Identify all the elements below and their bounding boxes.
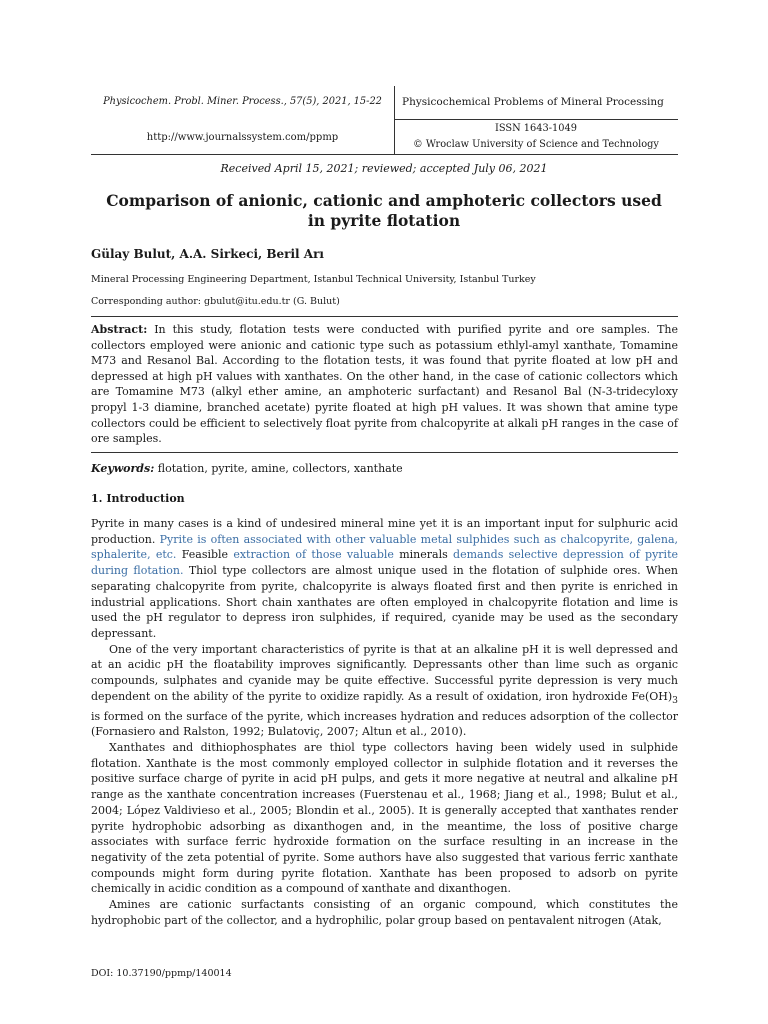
abstract-divider <box>91 452 678 453</box>
text-run: Pyrite in many cases is a kind of undesired mineral mine yet it is an important input for sulphuric acid production. <box>91 517 678 546</box>
paragraph: Xanthates and dithiophosphates are thiol type collectors having been widely used in sulphide flotation. Xanthate is the most commonly employed collector in sulphide flotation and it reverses the positive surface charge of pyrite in acid pH pulps, and gets it more negative at neutral and alkaline pH range as the xanthate concentration increases (Fuerstenau et al., 1968; Jiang et al., 1998; Bulut et al., 2004; López Valdivieso et al., 2005; Blondin et al., 2005). It is generally accepted that xanthates render pyrite hydrophobic adsorbing as dixanthogen and, in the meantime, the loss of positive charge associates with surface ferric hydroxide formation on the surface resulting in an increase in the negativity of the zeta potential of pyrite. Some authors have also suggested that various ferric xanthate compounds might form during pyrite flotation. Xanthate has been proposed to adsorb on pyrite chemically in acidic condition as a compound of xanthate and dixanthogen. <box>91 741 678 896</box>
text-run: One of the very important characteristics of pyrite is that at an alkaline pH it is well depressed and at an acidic pH the floatability improves significantly. Depressants other than lime such as organic compounds, sulphates and cyanide may be quite effective. Successful pyrite depression is very much dependent on the ability of the pyrite to oxidize rapidly. As a result of oxidation, iron hydroxide Fe(OH) <box>91 642 678 703</box>
text-run: extraction of those valuable <box>228 548 400 562</box>
abstract-text: In this study, flotation tests were conducted with purified pyrite and ore samples. The collectors employed were anionic and cationic type such as potassium ethlyl-amyl xanthate, Tomamine M73 and Resanol Bal. According to the flotation tests, it was found that pyrite floated at low pH and depressed at high pH values with xanthates. On the other hand, in the case of cationic collectors which are Tomamine M73 (alkyl ether amine, an amphoteric surfactant) and Resanol Bal (N-3-tridecyloxy propyl 1-3 diamine, branched acetate) pyrite floated at high pH values. It was shown that amine type collectors could be efficient to selectively float pyrite from chalcopyrite at alkali pH ranges in the case of ore samples. <box>91 323 678 446</box>
section-heading: 1. Introduction <box>91 492 185 505</box>
text-run: Thiol type collectors are almost unique used in the flotation of sulphide ores. When separating chalcopyrite from pyrite, chalcopyrite is always floated first and then pyrite is enriched in industrial applications. Short chain xanthates are often employed in chalcopyrite flotation and lime is used the pH regulator to depress iron sulphides, if required, cyanide may be used as the secondary depressant. <box>91 564 679 640</box>
text-run: minerals <box>399 548 448 562</box>
header-divider <box>394 119 678 120</box>
journal-name: Physicochemical Problems of Mineral Processing <box>402 96 664 108</box>
paper-title: Comparison of anionic, cationic and amphoteric collectors used in pyrite flotation <box>106 191 662 230</box>
corresponding-author: Corresponding author: gbulut@itu.edu.tr (G. Bulut) <box>91 296 340 307</box>
affiliation: Mineral Processing Engineering Department, Istanbul Technical University, Istanbul Turkey <box>91 274 536 285</box>
journal-url[interactable]: http://www.journalssystem.com/ppmp <box>146 132 339 143</box>
doi[interactable]: DOI: 10.37190/ppmp/140014 <box>91 968 232 979</box>
text-run: Pyrite is often associated with other valuable metal sulphides such as chalcopyrite, galena, sphalerite, etc. <box>91 532 678 562</box>
keywords-label: Keywords: <box>91 462 155 475</box>
received-dates: Received April 15, 2021; reviewed; accepted July 06, 2021 <box>220 162 548 175</box>
paragraph <box>91 642 678 740</box>
keywords-text: flotation, pyrite, amine, collectors, xanthate <box>154 462 403 475</box>
subscript: 3 <box>672 694 678 706</box>
abstract-label: Abstract: <box>91 323 148 336</box>
keywords <box>91 462 403 475</box>
copyright: © Wroclaw University of Science and Technology <box>413 139 659 150</box>
paragraph: Amines are cationic surfactants consisting of an organic compound, which constitutes the hydrophobic part of the collector, and a hydrophilic, polar group based on pentavalent nitrogen (Atak, <box>91 898 678 927</box>
abstract-divider <box>91 316 678 317</box>
body-text <box>91 516 678 928</box>
text-run: is formed on the surface of the pyrite, which increases hydration and reduces adsorption of the collector (Fornasiero and Ralston, 1992; Bulatoviç, 2007; Altun et al., 2010). <box>91 709 678 739</box>
authors: Gülay Bulut, A.A. Sirkeci, Beril Arı <box>91 247 324 261</box>
journal-header <box>91 86 678 155</box>
header-divider <box>91 154 678 155</box>
paragraph <box>91 516 678 642</box>
abstract <box>91 322 678 447</box>
text-run: demands selective depression of pyrite during flotation. <box>91 548 679 578</box>
issn: ISSN 1643-1049 <box>495 123 577 134</box>
text-run: Feasible <box>181 548 229 562</box>
journal-citation: Physicochem. Probl. Miner. Process., 57(5), 2021, 15-22 <box>103 96 382 107</box>
